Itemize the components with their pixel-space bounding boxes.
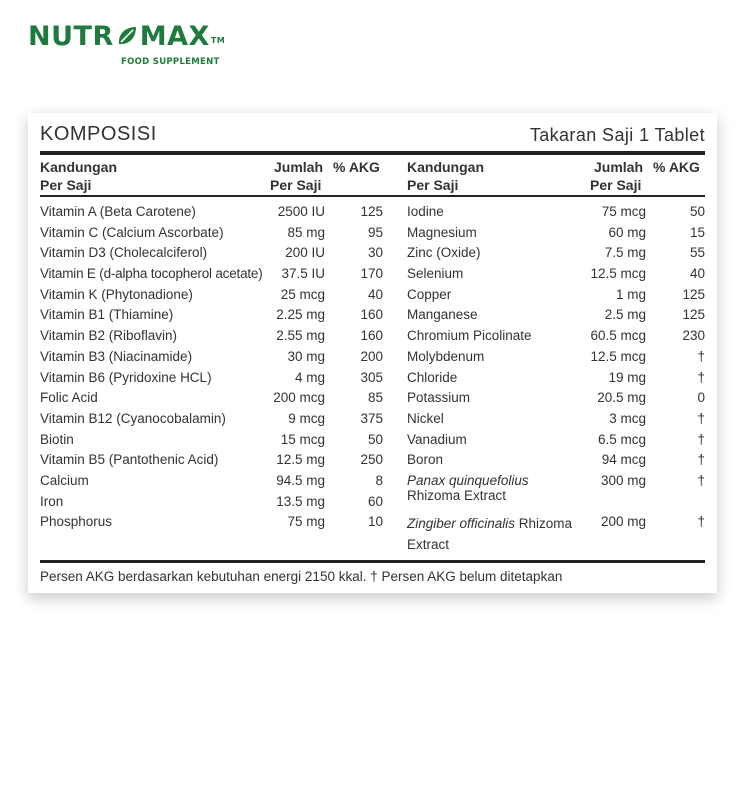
table-row: Vitamin D3 (Cholecalciferol) 200 IU 30 (40, 245, 383, 261)
table-row: Vitamin C (Calcium Ascorbate) 85 mg 95 (40, 224, 383, 240)
brand-name-head: NUTR (28, 21, 114, 52)
header-amount-right: Jumlah Per Saji (590, 159, 644, 193)
right-nutrient-list (407, 203, 705, 555)
table-row: Molybdenum 12.5 mcg † (407, 348, 705, 364)
table-row: Vitamin B3 (Niacinamide) 30 mg 200 (40, 348, 383, 364)
brand-wordmark (28, 22, 225, 52)
header-divider (40, 195, 705, 197)
serving-size: Takaran Saji 1 Tablet (529, 125, 705, 145)
table-row: Iron 13.5 mg 60 (40, 493, 383, 509)
table-row: Chromium Picolinate 60.5 mcg 230 (407, 328, 705, 344)
table-row: Nickel 3 mcg † (407, 410, 705, 426)
brand-name-tail: MAX (139, 21, 210, 52)
table-row: Boron 94 mcg † (407, 452, 705, 468)
top-divider (40, 151, 705, 155)
bottom-divider (40, 560, 705, 563)
table-row: Potassium 20.5 mg 0 (407, 390, 705, 406)
header-akg-left: % AKG (333, 159, 380, 175)
table-row: Selenium 12.5 mcg 40 (407, 266, 705, 282)
table-row: Vitamin B12 (Cyanocobalamin) 9 mcg 375 (40, 410, 383, 426)
composition-panel (28, 113, 717, 593)
table-row: Chloride 19 mg † (407, 369, 705, 385)
table-row: Zinc (Oxide) 7.5 mg 55 (407, 245, 705, 261)
table-row: Magnesium 60 mg 15 (407, 224, 705, 240)
header-amount-left: Jumlah Per Saji (270, 159, 324, 193)
brand-logo (28, 21, 226, 67)
header-content-left: Kandungan Per Saji (40, 159, 117, 193)
header-content-right: Kandungan Per Saji (407, 159, 484, 193)
table-row: Vitamin B5 (Pantothenic Acid) 12.5 mg 250 (40, 452, 383, 468)
table-row: Vanadium 6.5 mcg † (407, 431, 705, 447)
table-row: Manganese 2.5 mg 125 (407, 307, 705, 323)
table-row: Panax quinquefolius Rhizoma Extract 300 mg † (407, 472, 705, 503)
leaf-icon (115, 24, 139, 48)
table-row: Copper 1 mg 125 (407, 286, 705, 302)
trademark-mark: TM (210, 36, 226, 45)
table-row: Folic Acid 200 mcg 85 (40, 390, 383, 406)
table-row: Vitamin K (Phytonadione) 25 mcg 40 (40, 286, 383, 302)
table-row: Vitamin B2 (Riboflavin) 2.55 mg 160 (40, 328, 383, 344)
table-row: Vitamin B6 (Pyridoxine HCL) 4 mg 305 (40, 369, 383, 385)
table-row: Biotin 15 mcg 50 (40, 431, 383, 447)
table-row: Vitamin A (Beta Carotene) 2500 IU 125 (40, 204, 383, 219)
table-row: Vitamin B1 (Thiamine) 2.25 mg 160 (40, 307, 383, 323)
table-row: Phosphorus 75 mg 10 (40, 514, 383, 530)
left-nutrient-list (40, 203, 383, 534)
footnote: Persen AKG berdasarkan kebutuhan energi 2150 kkal. † Persen AKG belum ditetapkan (40, 569, 563, 584)
table-row: Vitamin E (d-alpha tocopherol acetate) 37.5 IU 170 (40, 266, 383, 282)
panel-header (40, 123, 705, 149)
header-akg-right: % AKG (653, 159, 700, 175)
table-row: Zingiber officinalis Rhizoma Extract 200 mg † (407, 514, 705, 553)
panel-title: KOMPOSISI (40, 123, 157, 145)
brand-tagline: FOOD SUPPLEMENT (121, 57, 220, 67)
table-row: Iodine 75 mcg 50 (407, 204, 705, 219)
table-row: Calcium 94.5 mg 8 (40, 472, 383, 488)
